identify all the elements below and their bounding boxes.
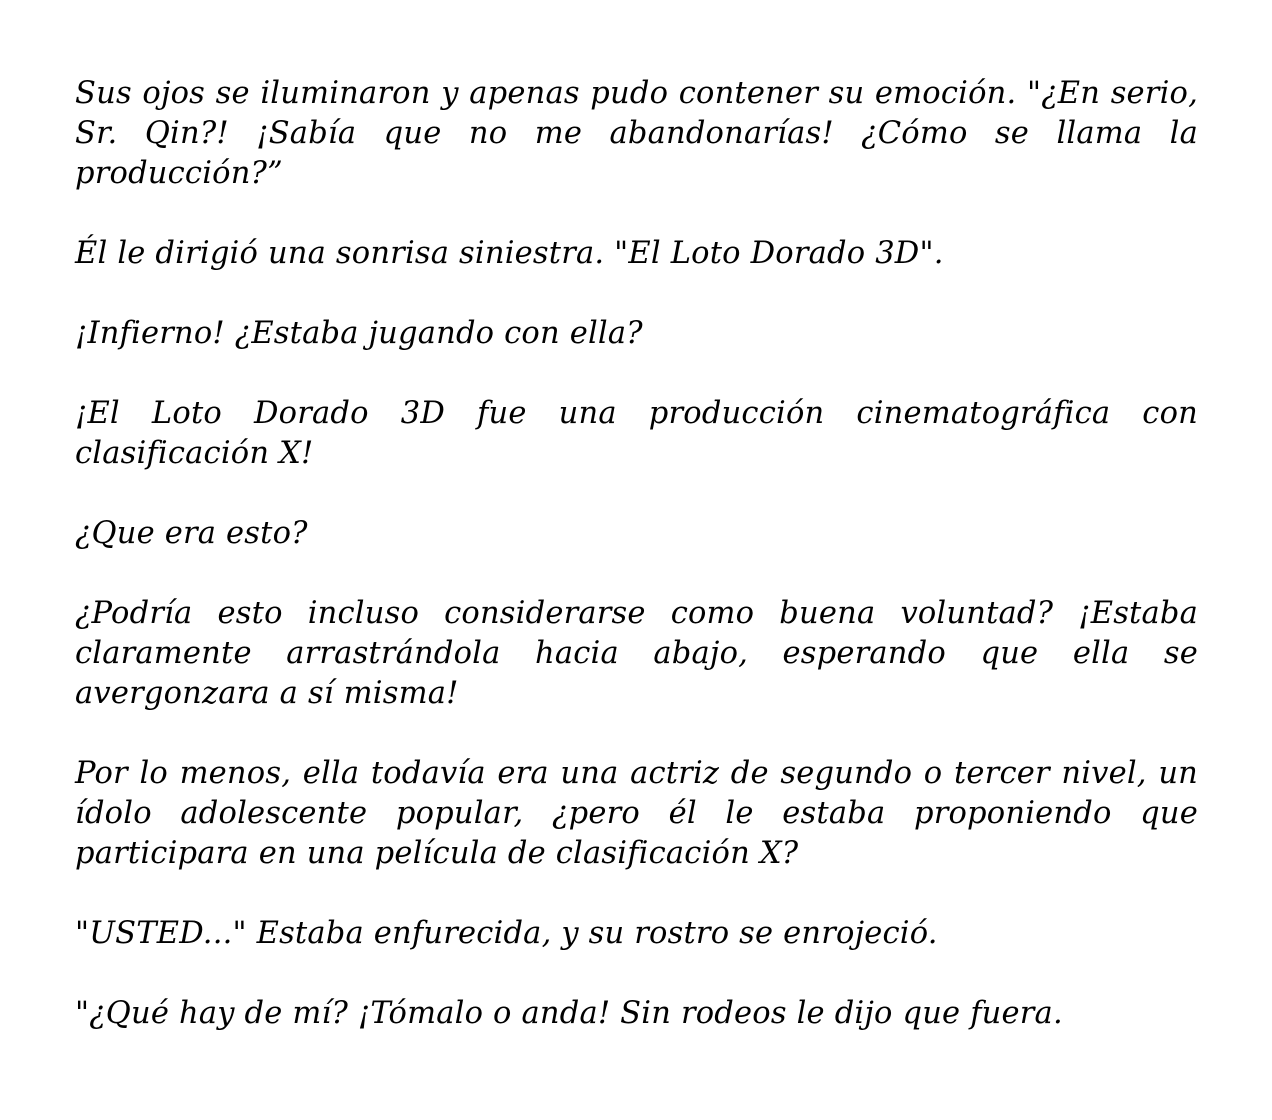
paragraph-5: ¿Que era esto? [75,516,308,551]
paragraph-9: "¿Qué hay de mí? ¡Tómalo o anda! Sin rodeos le dijo que fuera. [75,996,1063,1031]
paragraph-3: ¡Infierno! ¿Estaba jugando con ella? [75,316,643,351]
paragraph-6: ¿Podría esto incluso considerarse como buena voluntad? ¡Estaba claramente arrastrándola hacia abajo, esperando que ella se avergonzara a sí misma! [75,596,1198,711]
paragraph-4: ¡El Loto Dorado 3D fue una producción cinematográfica con clasificación X! [75,396,1198,471]
paragraph-1: Sus ojos se iluminaron y apenas pudo contener su emoción. "¿En serio, Sr. Qin?! ¡Sabía que no me abandonarías! ¿Cómo se llama la producción?” [75,76,1198,191]
paragraph-8: "USTED..." Estaba enfurecida, y su rostro se enrojeció. [75,916,938,951]
paragraph-7: Por lo menos, ella todavía era una actriz de segundo o tercer nivel, un ídolo adolescente popular, ¿pero él le estaba proponiendo que participara en una película de clasificación X? [75,756,1198,871]
paragraph-2: Él le dirigió una sonrisa siniestra. "El Loto Dorado 3D". [75,236,944,271]
document-page [75,74,1198,1034]
